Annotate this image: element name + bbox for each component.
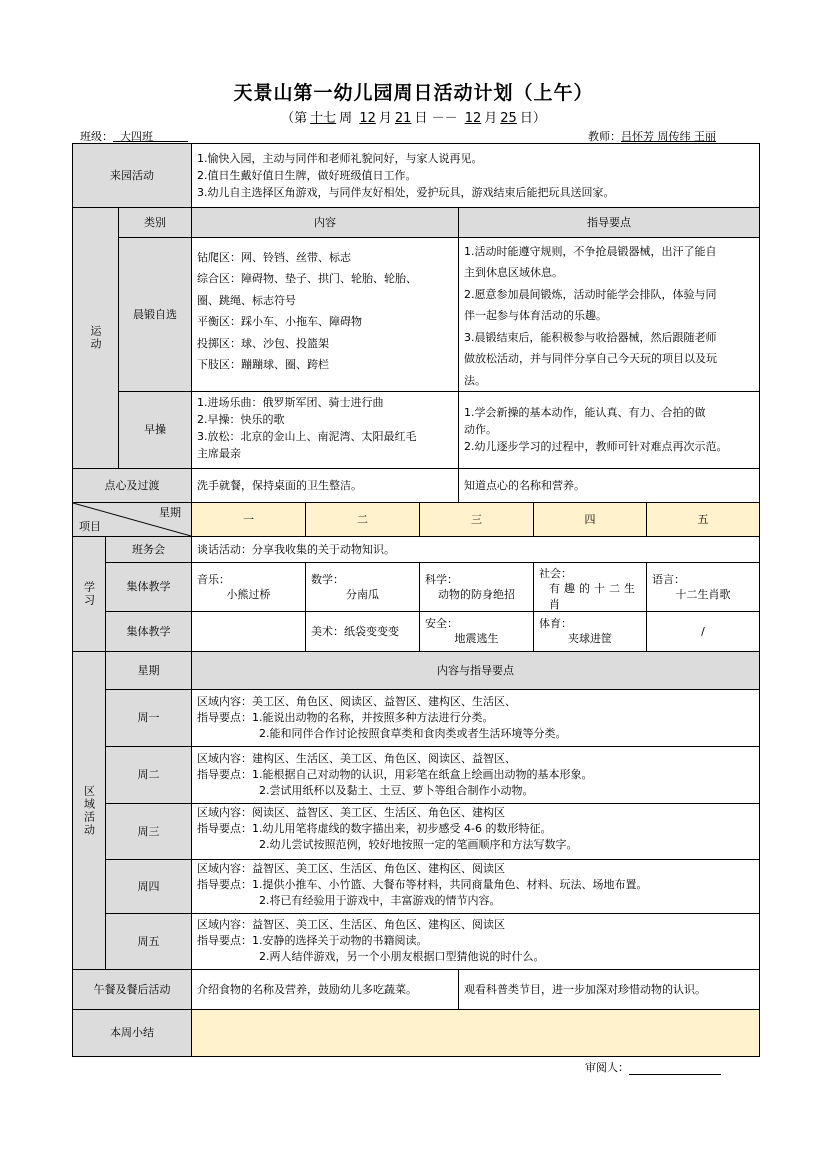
group2-tuesday: 美术：纸袋变变变 bbox=[305, 611, 420, 652]
reviewer: 审阅人： bbox=[585, 1059, 721, 1075]
end-month: 12 bbox=[464, 111, 482, 126]
group-teaching-label-1: 集体教学 bbox=[105, 562, 192, 612]
area-day-mon: 周一 bbox=[105, 689, 192, 747]
group-teaching-label-2: 集体教学 bbox=[105, 611, 192, 652]
arrival-label: 来园活动 bbox=[72, 143, 192, 208]
end-day: 25 bbox=[500, 111, 517, 126]
area-content-wed: 区域内容：阅读区、益智区、美工区、生活区、角色区、建构区 指导要点：1.幼儿用笔将虚线的数字描出来，初步感受 4-6 的数形特征。 2.幼儿尝试按照范例，较好地按照一定的笔画顺序和方法写数字。 bbox=[191, 803, 760, 860]
page-title: 天景山第一幼儿园周日活动计划（上午） bbox=[233, 82, 594, 104]
sports-col-guide: 指导要点 bbox=[458, 207, 760, 238]
class-affairs-content: 谈话活动：分享我收集的关于动物知识。 bbox=[191, 536, 760, 563]
area-content-mon: 区域内容：美工区、角色区、阅读区、益智区、建构区、生活区、 指导要点：1.能说出动物的名称，并按照多种方法进行分类。 2.能和同伴合作讨论按照食草类和食肉类或者生活环境等分类。 bbox=[191, 689, 760, 747]
study-label: 学习 bbox=[72, 536, 106, 652]
sports-label: 运动 bbox=[72, 207, 119, 469]
snack-content: 洗手就餐，保持桌面的卫生整洁。 bbox=[191, 468, 459, 503]
sports-col-category: 类别 bbox=[118, 207, 192, 238]
morning-content: 钻爬区：网、铃铛、丝带、标志 综合区：障碍物、垫子、拱门、轮胎、轮胎、 圈、跳绳、标志符号 平衡区：踩小车、小拖车、障碍物 投掷区：球、沙包、投篮架 下肢区：蹦蹦球、圈、跨栏 bbox=[191, 237, 459, 392]
snack-label: 点心及过渡 bbox=[72, 468, 192, 503]
area-content-fri: 区域内容：益智区、美工区、生活区、角色区、建构区、阅读区 指导要点：1.安静的选择关于动物的书籍阅读。 2.两人结伴游戏，另一个小朋友根据口型猜他说的时什么。 bbox=[191, 913, 760, 970]
lunch-content: 介绍食物的名称及营养，鼓励幼儿多吃蔬菜。 bbox=[191, 969, 459, 1010]
area-day-thu: 周四 bbox=[105, 859, 192, 914]
class-affairs-label: 班务会 bbox=[105, 536, 192, 563]
lunch-label: 午餐及餐后活动 bbox=[72, 969, 192, 1010]
weekday-4: 四 bbox=[533, 502, 647, 537]
arrival-content: 1.愉快入园，主动与同伴和老师礼貌问好，与家人说再见。 2.值日生戴好值日生牌，做好班级值日工作。 3.幼儿自主选择区角游戏，与同伴友好相处，爱护玩具，游戏结束后能把玩具送回家。 bbox=[191, 143, 760, 208]
week-number: 十七 bbox=[310, 111, 337, 126]
group2-thursday: 体育： 夹球进筐 bbox=[533, 611, 647, 652]
teacher-value: 吕怀芳 周传纬 王丽 bbox=[621, 130, 716, 143]
group1-thursday: 社会： 有趣的十二生肖 bbox=[533, 562, 647, 612]
exercise-content: 1.进场乐曲：俄罗斯军团、骑士进行曲 2.早操：快乐的歌 3.放松：北京的金山上、南泥湾、太阳最红毛 主席最亲 bbox=[191, 391, 459, 469]
date-range: （第 十七 周 12 月 21 日 －－ 12 月 25 日） bbox=[281, 111, 546, 126]
area-day-tue: 周二 bbox=[105, 746, 192, 804]
summary-label: 本周小结 bbox=[72, 1009, 192, 1057]
group1-tuesday: 数学： 分南瓜 bbox=[305, 562, 420, 612]
start-day: 21 bbox=[394, 111, 412, 126]
sports-col-content: 内容 bbox=[191, 207, 459, 238]
weekday-corner: 星期 项目 bbox=[72, 502, 192, 537]
area-content-thu: 区域内容：益智区、美工区、生活区、角色区、建构区、阅读区 指导要点：1.提供小推车、小竹篮、大餐布等材料，共同商量角色、材料、玩法、场地布置。 2.将已有经验用于游戏中，丰富游戏的情节内容。 bbox=[191, 859, 760, 914]
morning-guide: 1.活动时能遵守规则，不争抢晨锻器械，出汗了能自 主到休息区域休息。 2.愿意参加晨间锻炼，活动时能学会排队，体验与同 伴一起参与体育活动的乐趣。 3.晨锻结束后，能积极参与收拾器械，然后跟随老师 做放松活动，并与同伴分享自己今天玩的项目以及玩 法。 bbox=[458, 237, 760, 392]
start-month: 12 bbox=[359, 111, 376, 126]
group2-friday: / bbox=[646, 611, 760, 652]
summary-content[interactable] bbox=[191, 1009, 760, 1057]
reviewer-signature-line[interactable] bbox=[629, 1062, 721, 1075]
weekday-5: 五 bbox=[646, 502, 760, 537]
exercise-guide: 1.学会新操的基本动作，能认真、有力、合拍的做 动作。 2.幼儿逐步学习的过程中，教师可针对难点再次示范。 bbox=[458, 391, 760, 469]
area-label: 区域活动 bbox=[72, 651, 106, 970]
weekday-2: 二 bbox=[305, 502, 420, 537]
area-col-day: 星期 bbox=[105, 651, 192, 690]
exercise-label: 早操 bbox=[118, 391, 192, 469]
lunch-guide: 观看科普类节目，进一步加深对珍惜动物的认识。 bbox=[458, 969, 760, 1010]
area-col-content: 内容与指导要点 bbox=[191, 651, 760, 690]
class-value: 大四班 bbox=[120, 130, 153, 143]
group2-monday bbox=[191, 611, 306, 652]
snack-guide: 知道点心的名称和营养。 bbox=[458, 468, 760, 503]
area-content-tue: 区域内容：建构区、生活区、美工区、角色区、阅读区、益智区、 指导要点：1.能根据自己对动物的认识，用彩笔在纸盒上绘画出动物的基本形象。 2.尝试用纸杯以及黏土、土豆、萝卜等组合制作小动物。 bbox=[191, 746, 760, 804]
group2-wednesday: 安全： 地震逃生 bbox=[419, 611, 534, 652]
group1-friday: 语言： 十二生肖歌 bbox=[646, 562, 760, 612]
weekday-1: 一 bbox=[191, 502, 306, 537]
group1-monday: 音乐： 小熊过桥 bbox=[191, 562, 306, 612]
morning-label: 晨锻自选 bbox=[118, 237, 192, 392]
class-info: 班级： 大四班 bbox=[80, 128, 188, 144]
area-day-fri: 周五 bbox=[105, 913, 192, 970]
group1-wednesday: 科学： 动物的防身绝招 bbox=[419, 562, 534, 612]
teacher-info: 教师：吕怀芳 周传纬 王丽 bbox=[588, 130, 716, 143]
area-day-wed: 周三 bbox=[105, 803, 192, 860]
weekday-3: 三 bbox=[419, 502, 534, 537]
